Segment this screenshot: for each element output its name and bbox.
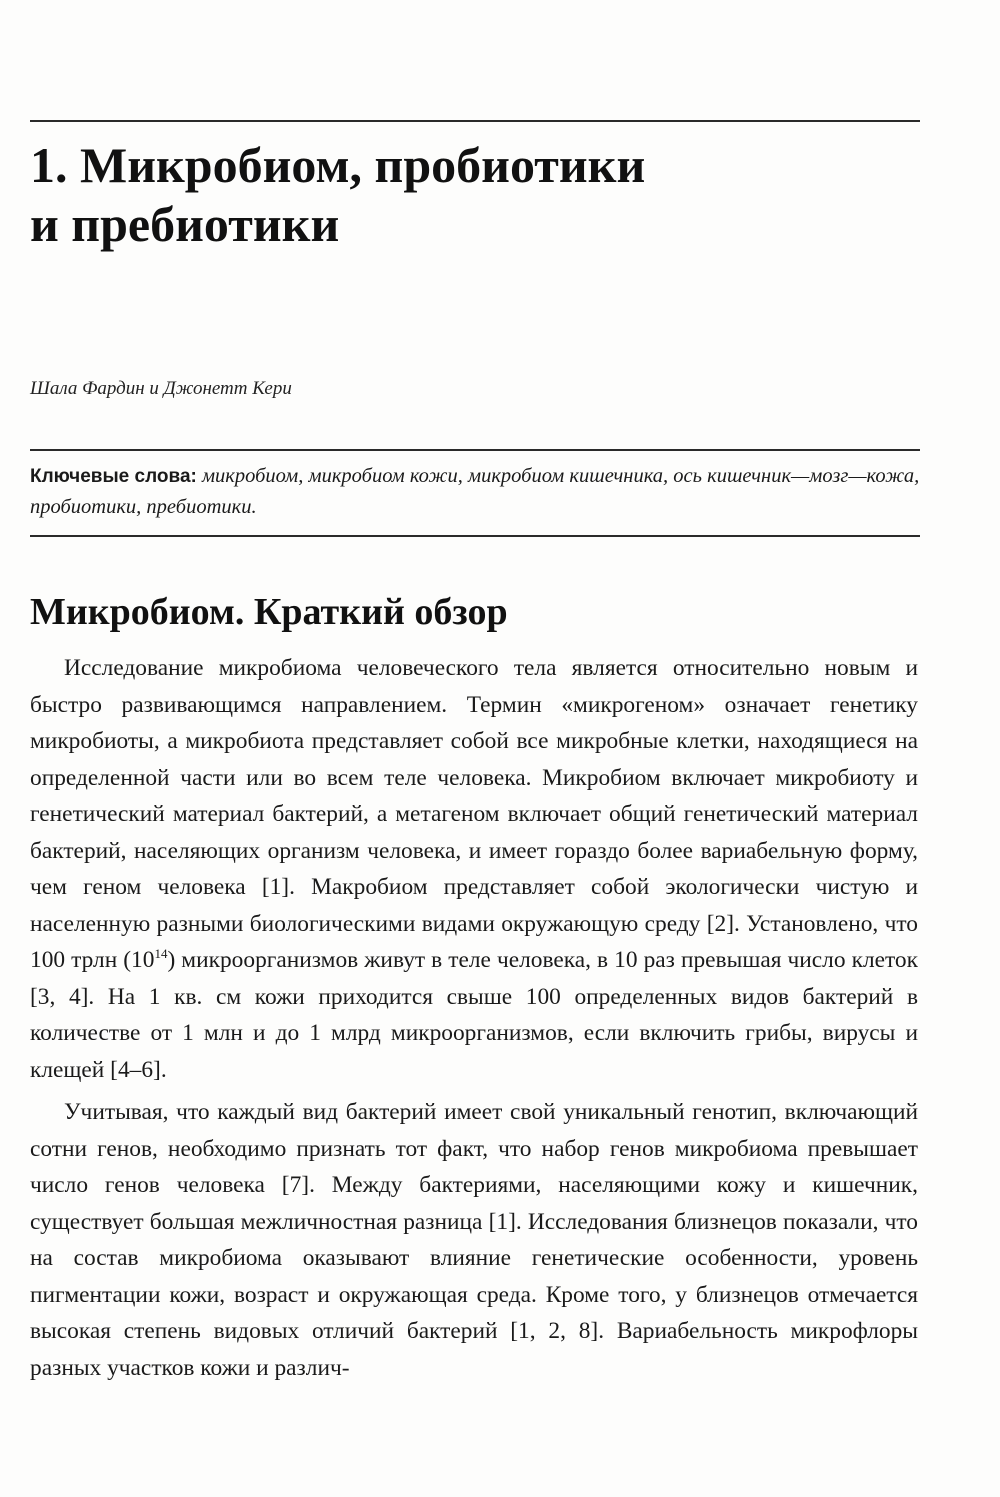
keywords-top-rule bbox=[30, 449, 920, 451]
chapter-authors: Шала Фардин и Джонетт Кери bbox=[30, 378, 292, 399]
chapter-title bbox=[30, 136, 920, 254]
paragraph-2: Учитывая, что каждый вид бактерий имеет свой уникальный генотип, включающий сотни генов, необходимо признать тот факт, что набор генов микробиома превышает число генов человека [7]. Между бактериями, населяющими кожу и кишечник, существует большая межличностная разница [1]. Исследования близнецов показали, что на состав микробиома оказывают влияние генетические особенности, уровень пигментации кожи, возраст и окружающая среда. Кроме того, у близнецов отмечается высокая степень видовых отличий бактерий [1, 2, 8]. Вариабельность микрофлоры разных участков кожи и различ- bbox=[30, 1099, 918, 1381]
keywords-block bbox=[30, 461, 920, 522]
paragraph-1-part-a: Исследование микробиома человеческого тела является относительно новым и быстро развивающимся направлением. Термин «микрогеном» означает генетику микробиоты, а микробиота представляет собой все микробные клетки, находящиеся на определенной части или во всем теле человека. Микробиом включает микробиоту и генетический материал бактерий, а метагеном включает общий генетический материал бактерий, населяющих организм человека, и имеет гораздо более вариабельную форму, чем геном человека [1]. Макробиом представляет собой экологически чистую и населенную разными биологическими видами окружающую среду [2]. Установлено, что 100 трлн (10 bbox=[30, 655, 918, 973]
exponent: 14 bbox=[154, 946, 168, 961]
section-heading: Микробиом. Краткий обзор bbox=[30, 591, 508, 633]
keywords-list: микробиом, микробиом кожи, микробиом кишечника, ось кишечник—мозг—кожа, пробиотики, пребиотики. bbox=[30, 465, 920, 518]
chapter-title-line-2: и пребиотики bbox=[30, 196, 340, 252]
body-text bbox=[30, 650, 918, 1386]
header-rule bbox=[30, 120, 920, 122]
chapter-title-line-1: 1. Микробиом, пробиотики bbox=[30, 137, 646, 193]
paragraph-1 bbox=[30, 650, 918, 1088]
paragraph-1-part-b: ) микроорганизмов живут в теле человека, в 10 раз превышая число клеток [3, 4]. На 1 кв. см кожи приходится свыше 100 определенных видов бактерий в количестве от 1 млн и до 1 млрд микроорганизмов, если включить грибы, вирусы и клещей [4–6]. bbox=[30, 947, 918, 1083]
keywords-label: Ключевые слова: bbox=[30, 466, 197, 487]
keywords-bottom-rule bbox=[30, 535, 920, 537]
